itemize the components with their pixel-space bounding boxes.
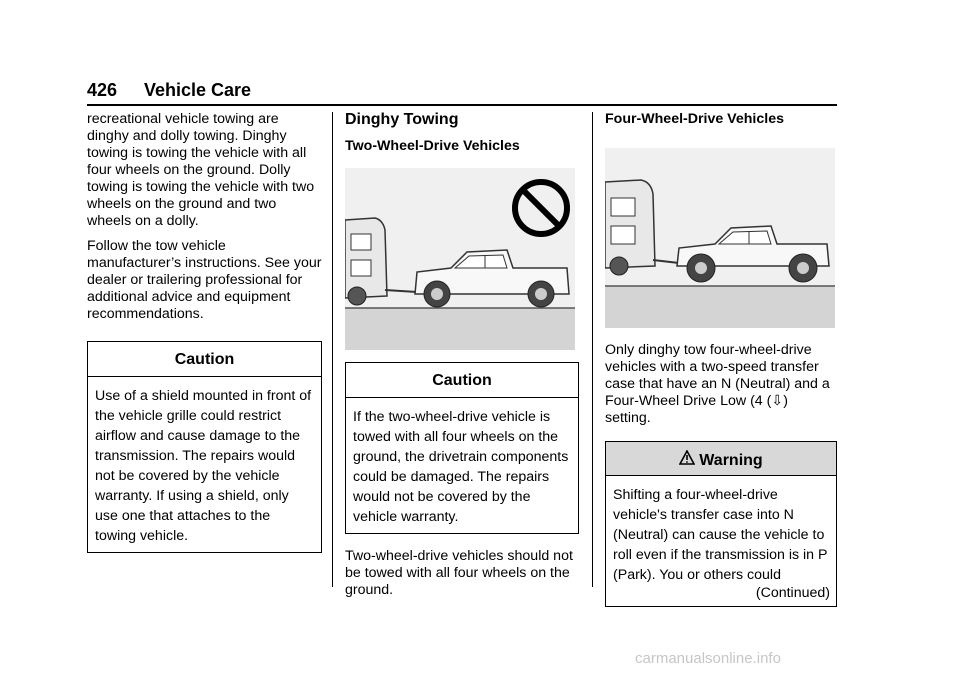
warning-title: Warning [699,452,763,469]
continued-label: (Continued) [755,585,830,601]
two-wheel-drive-illustration [345,168,575,350]
page-number: 426 [87,80,118,100]
warning-box [605,441,837,607]
towing-illustration-svg [605,148,835,328]
page-header [87,80,837,104]
column-2 [345,111,579,607]
towing-illustration-svg [345,168,575,350]
four-wheel-drive-illustration [605,148,835,328]
column-divider-1 [332,112,333,587]
dinghy-towing-heading: Dinghy Towing [345,111,459,128]
caution-title: Caution [346,363,578,398]
header-rule [87,104,837,106]
four-wheel-para-end: ) setting. [605,393,788,426]
warning-icon [679,450,695,469]
warning-body: Shifting a four-wheel-drive vehicle's transfer case into N (Neutral) can cause the vehicle to roll even if the transmission is in P (Park). You or others could [613,487,828,583]
body-paragraph: recreational vehicle towing are dinghy and dolly towing. Dinghy towing is towing the vehicle with all four wheels on the ground. Dolly towing is towing the vehicle with two wheels on the ground and two wheels on a dolly. [87,111,315,229]
caution-box [345,362,579,534]
caution-box [87,341,322,553]
warning-title-bar [606,442,836,476]
four-wheel-drive-heading: Four-Wheel-Drive Vehicles [605,111,784,127]
caution-title: Caution [88,342,321,377]
column-1 [87,111,322,553]
body-paragraph: Follow the tow vehicle manufacturer’s instructions. See your dealer or trailering professional for additional advice and equipment recommendations. [87,238,322,322]
caution-body: If the two-wheel-drive vehicle is towed with all four wheels on the ground, the drivetrain components could be damaged. The repairs would not be covered by the vehicle warranty. [353,409,569,525]
four-wheel-para-start: Only dinghy tow four-wheel-drive vehicles with a two-speed transfer case that have an N (Neutral) and a Four-Wheel Drive Low (4 ( [605,342,830,409]
section-title: Vehicle Care [144,80,252,100]
column-divider-2 [592,112,593,587]
body-paragraph [605,342,837,427]
caution-body: Use of a shield mounted in front of the vehicle grille could restrict airflow and cause damage to the transmission. The repairs would not be covered by the vehicle warranty. If using a shield, only use one that attaches to the towing vehicle. [95,388,312,544]
body-paragraph: Two-wheel-drive vehicles should not be towed with all four wheels on the ground. [345,548,573,598]
column-3 [605,111,837,607]
two-wheel-drive-heading: Two-Wheel-Drive Vehicles [345,138,520,154]
four-wheel-low-icon: ⇩ [771,393,784,409]
watermark: carmanualsonline.info [635,650,781,667]
